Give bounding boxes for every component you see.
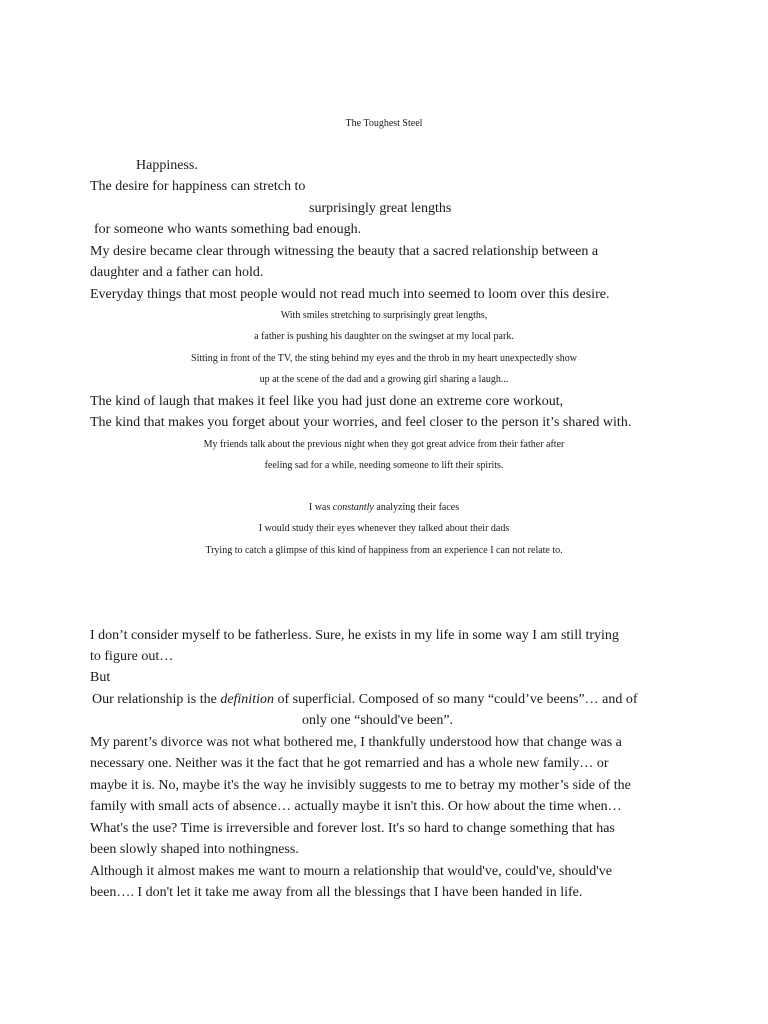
poem-line: With smiles stretching to surprisingly great lengths,	[280, 310, 488, 321]
document-title: The Toughest Steel	[345, 118, 423, 129]
poem-line: My friends talk about the previous night when they got great advice from their father after	[203, 439, 565, 450]
poem-line: feeling sad for a while, needing someone to lift their spirits.	[264, 460, 504, 471]
poem-line: surprisingly great lengths	[309, 201, 452, 216]
poem-line: a father is pushing his daughter on the swingset at my local park.	[254, 331, 514, 342]
poem-line: The kind that makes you forget about your worries, and feel closer to the person it’s shared with.	[90, 415, 632, 430]
poem-line: The desire for happiness can stretch to	[90, 179, 306, 194]
prose-line: maybe it is. No, maybe it's the way he invisibly suggests to me to betray my mother’s side of the	[90, 778, 631, 793]
prose-line: family with small acts of absence… actually maybe it isn't this. Or how about the time when…	[90, 799, 622, 814]
prose-line: What's the use? Time is irreversible and forever lost. It's so hard to change something that has	[90, 821, 615, 836]
emphasis-text: constantly	[332, 502, 374, 513]
poem-line: The kind of laugh that makes it feel like you had just done an extreme core workout,	[90, 394, 564, 409]
prose-line: My parent’s divorce was not what bothered me, I thankfully understood how that change was a	[90, 735, 622, 750]
poem-line: Everyday things that most people would not read much into seemed to loom over this desire.	[90, 287, 610, 302]
poem-text: I was	[308, 502, 333, 513]
prose-line: to figure out…	[90, 649, 174, 664]
prose-line: only one “should've been”.	[302, 713, 454, 728]
poem-line: My desire became clear through witnessing the beauty that a sacred relationship between a	[90, 244, 599, 259]
prose-line: been…. I don't let it take me away from all the blessings that I have been handed in life.	[90, 885, 583, 900]
poem-line: for someone who wants something bad enough.	[94, 222, 362, 237]
prose-line: But	[90, 670, 111, 685]
poem-text: analyzing their faces	[373, 502, 460, 513]
poem-line: Happiness.	[136, 158, 198, 173]
poem-line	[0, 499, 768, 517]
prose-text: Our relationship is the	[92, 692, 221, 707]
prose-line: been slowly shaped into nothingness.	[90, 842, 299, 857]
poem-line: Sitting in front of the TV, the sting behind my eyes and the throb in my heart unexpectedly show	[191, 353, 577, 364]
poem-line: daughter and a father can hold.	[90, 265, 264, 280]
poem-line: up at the scene of the dad and a growing girl sharing a laugh...	[259, 374, 509, 385]
prose-line: Although it almost makes me want to mourn a relationship that would've, could've, should've	[90, 864, 612, 879]
prose-text: of superficial. Composed of so many “could’ve beens”… and of	[273, 692, 638, 707]
prose-line: necessary one. Neither was it the fact that he got remarried and has a whole new family… or	[90, 756, 609, 771]
prose-line	[92, 691, 638, 709]
emphasis-text: definition	[220, 692, 274, 707]
prose-line: I don’t consider myself to be fatherless. Sure, he exists in my life in some way I am still trying	[90, 628, 619, 643]
poem-line: I would study their eyes whenever they talked about their dads	[258, 523, 510, 534]
poem-line: Trying to catch a glimpse of this kind of happiness from an experience I can not relate to.	[205, 545, 563, 556]
